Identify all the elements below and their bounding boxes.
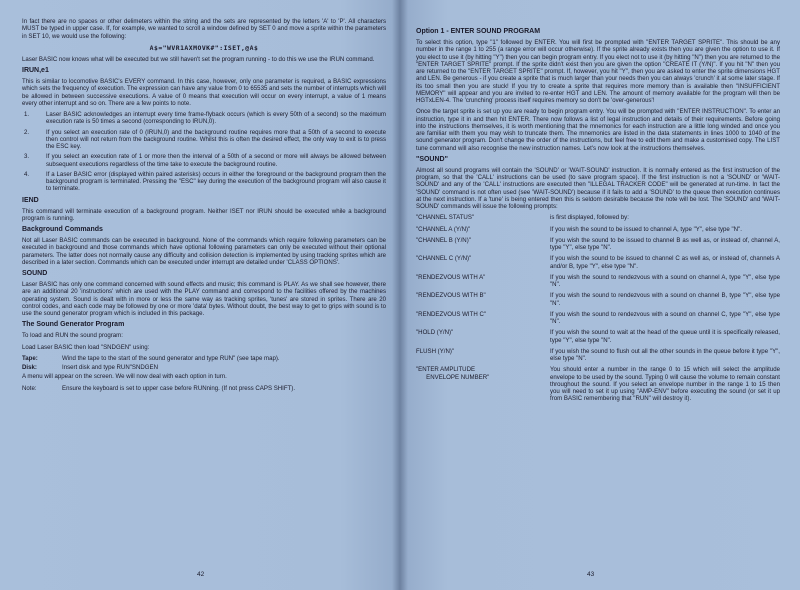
prompt-description: If you wish the sound to rendezvous with a sound on channel B, type "Y", else type "N". [550,292,780,307]
table-row [416,274,780,289]
table-row [416,226,780,233]
prompt-description: If you wish the sound to be issued to channel B as well as, or instead of, channel A, type "Y", else type "N". [550,236,780,251]
after-code-paragraph: Laser BASIC now knows what will be executed but we still haven't set the program running - to do this we use the IRUN command. [22,55,375,63]
list-item-number: 3. [24,153,30,161]
page-number-right: 43 [587,571,595,578]
option-1-paragraph-1: To select this option, type "1" followed by ENTER. You will first be prompted with "ENTER TARGET SPRITE". This should be any number in the range 1 to 255 (a range error will occur otherwise). If the sprite already exists then you are given the option to use it. If you elect to use it (by hitting "Y") then you can begin program entry. If you elect not to use it (by hitting "N") then you are returned to the "ENTER TARGET SPRITE" prompt. If the sprite didn't exist then you are given the option "CREATE IT (Y/N)". If you hit "N" then you are returned to the "ENTER TARGET SPRITE" prompt. If, however, you hit "Y", then you are asked to enter the sprite dimensions HGT and LEN. Be generous - if you create a sprite that is much larger than your needs then you can always 'crunch' it at some later stage. If its too small then you are stuck! If you try to create a sprite that requires more memory than is available then "INSUFFICIENT MEMORY" will appear and you are invited to re-enter HGT and LEN. The amount of memory available for the program will then be HGTxLEN-4. The 'crunching' process itself requires memory so don't be 'over-generous'! [416,39,780,104]
table-row [416,214,780,221]
option-1-paragraph-2: Once the target sprite is set up you are ready to begin program entry. You will be prompted with "ENTER INSTRUCTION". To enter an instruction, type it in and then hit ENTER. There now follows a list of legal instruction and details of their requirements. Before going into the instructions themselves, it is worth mentioning that the mnemonics for each instruction are a little long winded and once you are familiar with them you may wish to truncate them. The mnemonics are listed in the data statements in lines 1000 to 1040 of the sound generator program. Don't change the order of the instructions, but feel free to edit them and make a customised copy. The LIST tune command will also recognise the new instruction names. Let's now look at the instructions themselves. [416,108,780,152]
prompt-name: "CHANNEL A (Y/N)" [416,225,471,233]
prompt-description: If you wish the sound to rendezvous with a sound on channel C, type "Y", else type "N". [550,310,780,325]
list-item-number: 1. [24,111,30,118]
list-item-number: 2. [24,128,30,136]
sound-generator-heading: The Sound Generator Program [22,321,125,329]
list-item-text: If you select an execution rate of 1 or more then the interval of a 50th of a second or more will always be allowed between subsequent executions regardless of the time take to execute the background routine. [46,153,386,168]
prompt-name: "RENDEZVOUS WITH A" [416,273,486,281]
irun-paragraph: This is similar to locomotive BASIC's EVERY command. In this case, however, only one parameter is required, a BASIC expressions which sets the frequency of execution. The expression can have any value from 0 to 65535 and sets the number of interrupts which will be allowed in between successive executions. A value of 0 means that execution will occur on every interrupt, a value of 1 means every other interrupt and so on. There are a few points to note. [22,78,386,107]
list-item [22,129,386,151]
disk-label: Disk: [22,364,37,371]
list-item [22,111,386,126]
prompt-name: "CHANNEL STATUS" [416,214,475,222]
table-row [416,311,780,326]
page-number-left: 42 [197,571,205,578]
table-row [416,292,780,307]
prompt-name: "ENTER AMPLITUDE ENVELOPE NUMBER" [416,366,490,381]
sound-instruction-paragraph: Almost all sound programs will contain the 'SOUND' or 'WAIT-SOUND' instruction. It is normally entered as the first instruction of the program, so that the 'CALL' instructions can be used (to save program space). If the first instruction is not a 'SOUND' or 'WAIT-SOUND' and any of the 'CALL' instructions are executed then "ILLEGAL TRACKER CODE" will be generated at run-time. In fact the 'SOUND' command is not often used (see 'WAIT-SOUND') because if it fails to add a 'SOUND' to the queue then execution continues at the next instruction. If a 'tune' is being entered then this is seldom desirable because the note will be lost. The 'SOUND' and 'WAIT-SOUND' commands will issue the following prompts: [416,166,780,210]
intro-paragraph: In fact there are no spaces or other delimeters within the string and the sets are represented by the letters 'A' to 'P'. All characters MUST be typed in upper case. If, for example, we wanted to scroll a window defined by SET 0 and move a sprite within the parameters in SET 10, we would use the following: [22,18,386,40]
list-item-text: If you select an execution rate of 0 (IRUN,0) and the background routine requires more that a 50th of a second to execute then control will not return from the background routine. Whilst this is often the desired effect, the only way to exit is to press the ESC key. [46,128,386,150]
list-item [22,153,386,168]
prompt-description: If you wish the sound to be issued to channel C as well as, or instead of, channels A and/or B, type "Y", else type "N". [550,255,780,270]
table-row [416,237,780,252]
prompts-table [416,214,780,402]
menu-line: A menu will appear on the screen. We will now deal with each option in turn. [22,373,227,381]
iend-heading: IEND [22,196,39,204]
disk-text: Insert disk and type RUN"SNDGEN [62,364,158,371]
note-instruction [22,385,386,392]
prompt-name: FLUSH (Y/N)" [416,347,455,355]
table-row [416,366,780,402]
prompt-name: "RENDEZVOUS WITH C" [416,310,487,318]
list-item [22,171,386,193]
prompt-description: You should enter a number in the range 0 to 15 which will select the amplitude envelope to be used by the sound. Typing 0 will cause the volume to remain constant throughout the sound. If you select an envelope number in the range 1 to 15 then you will need to set it up using "AMP-ENV" before executing the sound (or set it up from BASIC remembering that "RUN" will destroy it). [550,366,780,403]
tape-text: Wind the tape to the start of the sound generator and type RUN" (see tape map). [62,354,280,362]
irun-points-list [22,111,386,193]
table-row [416,329,780,344]
sound-generator-line-2: Load Laser BASIC then load "SNDGEN" using: [22,343,150,351]
sound-paragraph: Laser BASIC has only one command concerned with sound effects and music; this command is PLAY. As we shall see however, there are an additional 20 'instructions' which are used with the PLAY command and correspond to the facilities offered by the machines operating system. Sound is dealt with in more or less the same way as tracking sprites, 'tunes' are stored in sprites. There are 20 control codes, and each code may be followed by one or more 'data' bytes. Without doubt, the best way to get to grips with sound is to use the sound generator program which is included in this package. [22,281,386,317]
table-row [416,348,780,363]
disk-instruction [22,364,386,371]
prompt-name: "CHANNEL B (Y/N)" [416,236,471,244]
sound-heading: SOUND [22,270,48,277]
note-text: Ensure the keyboard is set to upper case before RUNning. (If not press CAPS SHIFT). [62,384,296,392]
list-item-text: If a Laser BASIC error (displayed within paired asterisks) occurs in either the foreground or the background program then the background program is terminated. Pressing the "ESC" key during the execution of the background program will also cause it to terminate. [46,170,386,193]
prompt-description: If you wish the sound to flush out all the other sounds in the queue before it type "Y", else type "N". [550,347,780,362]
sound-instruction-heading: "SOUND" [416,155,448,163]
irun-heading: IRUN,e1 [22,67,49,74]
right-page [400,0,800,590]
option-1-heading: Option 1 - ENTER SOUND PROGRAM [416,28,541,35]
tape-instruction [22,355,386,362]
prompt-name: "CHANNEL C (Y/N)" [416,255,472,263]
iend-paragraph: This command will terminate execution of a background program. Neither ISET nor IRUN should be executed while a background program is running. [22,207,386,222]
code-example: A$="WVR1AXMOVK#":ISET,@A$ [149,43,259,52]
prompt-name: "HOLD (Y/N)" [416,329,454,337]
prompt-description: If you wish the sound to wait at the head of the queue until it is specifically released, type "Y", else type "N". [550,329,780,344]
prompt-description: If you wish the sound to rendezvous with a sound on channel A, type "Y", else type "N". [550,273,780,288]
note-label: Note: [22,384,37,392]
tape-label: Tape: [22,354,38,362]
prompt-description: If you wish the sound to be issued to channel A, type "Y", else type "N". [550,225,742,233]
background-commands-heading: Background Commands [22,226,103,233]
prompt-description: is first displayed, followed by: [550,214,629,222]
sound-generator-line-1: To load and RUN the sound program: [22,332,123,340]
prompt-name: "RENDEZVOUS WITH B" [416,292,486,300]
background-commands-paragraph: Not all Laser BASIC commands can be executed in background. None of the commands which require following parameters can be executed in background and those commands which have optional following parameters can only be executed without their optional parameters. The latter does not normally cause any difficulty and collision detection is implemented by using tracking sprites which are described in a later section. Commands which can be executed under interrupt are detailed under 'CLASS OPTIONS'. [22,237,386,266]
list-item-text: Laser BASIC acknowledges an interrupt every time frame-flyback occurs (which is every 50th of a second) so the maximum execution rate is 50 times a second (corresponding to IRUN,0). [46,111,386,126]
list-item-number: 4. [24,170,30,178]
table-row [416,255,780,270]
book-gutter [392,0,408,590]
